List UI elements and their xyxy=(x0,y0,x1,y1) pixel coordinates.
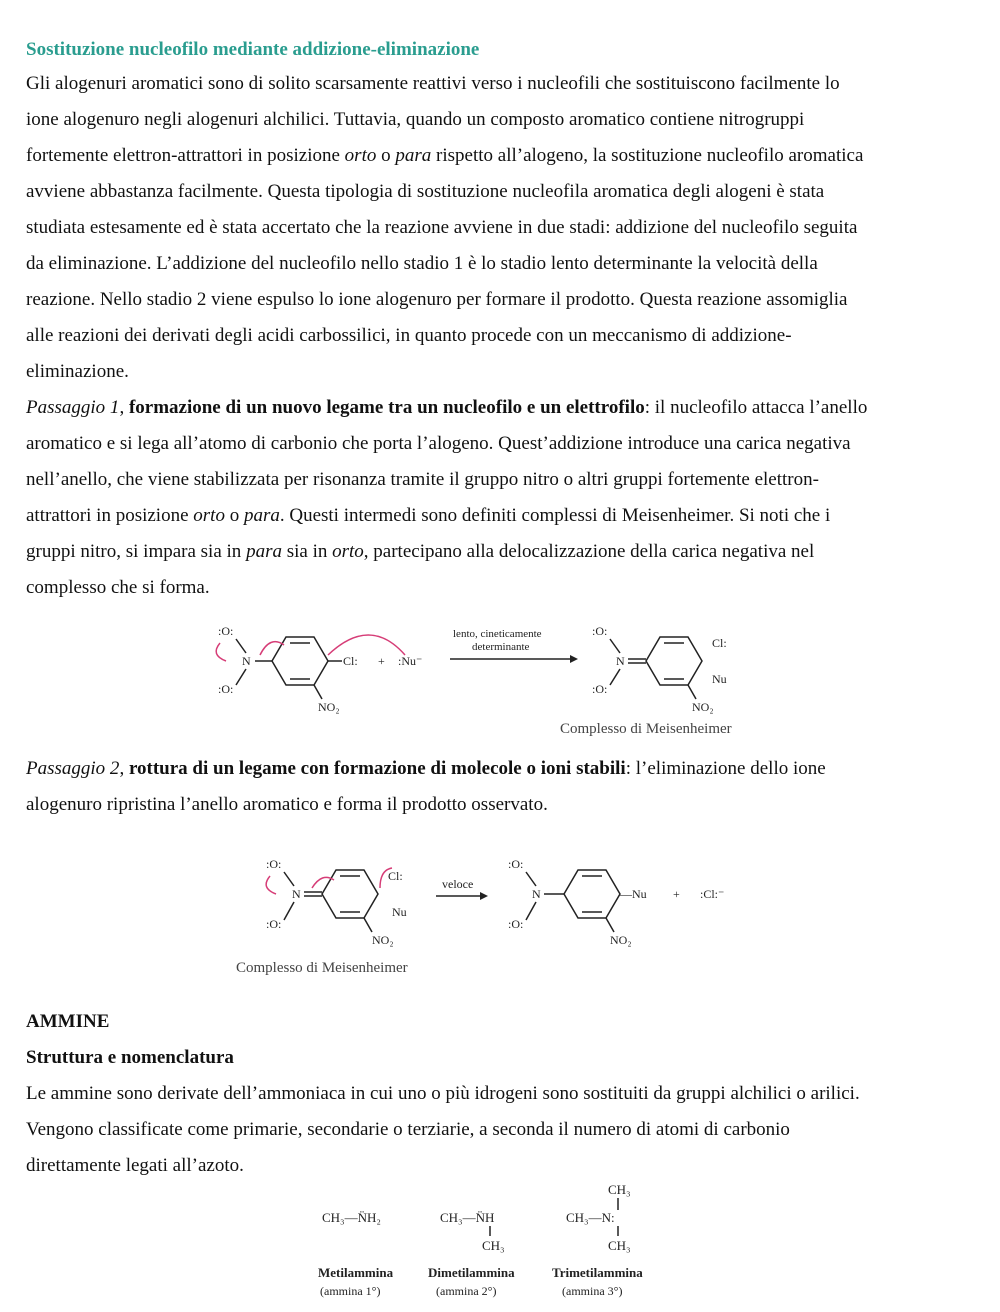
bond xyxy=(688,685,696,699)
chlorine-label: Cl: xyxy=(343,654,358,668)
nucleophile-label: —Nu xyxy=(620,887,647,901)
section-title: AMMINE xyxy=(26,1011,110,1032)
bond xyxy=(526,872,536,886)
ring xyxy=(646,637,702,685)
dimethylamine-formula: CH₃—N̈H xyxy=(440,1210,495,1225)
bond xyxy=(606,918,614,932)
nitro-nitrogen: N xyxy=(292,887,301,901)
nitro-oxygen-top: :O: xyxy=(218,624,234,638)
benzene-ring xyxy=(564,870,620,918)
chlorine-label: Cl: xyxy=(388,869,403,883)
bond xyxy=(236,669,246,685)
nitro-group-label: NO₂ xyxy=(610,933,632,947)
paragraph-line: Le ammine sono derivate dell’ammoniaca in cui uno o più idrogeni sono sostituiti da gruppi alchilici o arilici. xyxy=(26,1083,860,1104)
arrowhead xyxy=(480,892,488,900)
methylamine-name: Metilammina xyxy=(318,1265,394,1280)
step1-line: aromatico e si lega all’atomo di carbonio che porta l’alogeno. Quest’addizione introduce una carica negativa xyxy=(26,433,851,454)
nitro-oxygen-bottom: :O: xyxy=(266,917,282,931)
chlorine-label: Cl: xyxy=(712,636,727,650)
bond xyxy=(364,918,372,932)
figure-caption: Complesso di Meisenheimer xyxy=(560,721,732,737)
bond xyxy=(236,639,246,653)
benzene-ring xyxy=(272,637,328,685)
paragraph-line: Gli alogenuri aromatici sono di solito scarsamente reattivi verso i nucleofili che sostituiscono facilmente lo xyxy=(26,73,840,94)
step2-block xyxy=(26,751,971,823)
bond xyxy=(314,685,322,699)
arrow-label: lento, cineticamente xyxy=(453,628,542,640)
step2-line: alogenuro ripristina l’anello aromatico e forma il prodotto osservato. xyxy=(26,794,548,815)
nitro-group-label: NO₂ xyxy=(318,700,340,714)
arrow-label: determinante xyxy=(472,641,530,653)
step1-line: nell’anello, che viene stabilizzata per risonanza tramite il gruppo nitro o altri gruppi fortemente elettron- xyxy=(26,469,819,490)
bond xyxy=(526,902,536,920)
nitro-oxygen-top: :O: xyxy=(266,857,282,871)
methylamine-class: (ammina 1°) xyxy=(320,1284,381,1298)
amines-section xyxy=(26,1004,971,1184)
nitro-nitrogen: N xyxy=(616,654,625,668)
chloride-ion-label: :Cl:⁻ xyxy=(700,887,725,901)
trimethylamine-substituent: CH₃ xyxy=(608,1238,631,1253)
section-subtitle: Struttura e nomenclatura xyxy=(26,1047,234,1068)
paragraph-line: eliminazione. xyxy=(26,361,129,382)
paragraph-line: da eliminazione. L’addizione del nucleofilo nello stadio 1 è lo stadio lento determinante la velocità della xyxy=(26,253,818,274)
reaction-step1-figure xyxy=(200,615,780,740)
document-page xyxy=(26,34,971,606)
arrow-label: veloce xyxy=(442,877,474,891)
paragraph-line: avviene abbastanza facilmente. Questa tipologia di sostituzione nucleofila aromatica degli alogeni è stata xyxy=(26,181,825,202)
bond xyxy=(284,902,294,920)
nitro-oxygen-top: :O: xyxy=(592,624,608,638)
bond xyxy=(610,669,620,685)
step1-line: gruppi nitro, si impara sia in para sia in orto, partecipano alla delocalizzazione della carica negativa nel xyxy=(26,541,815,562)
dimethylamine-name: Dimetilammina xyxy=(428,1265,515,1280)
trimethylamine-class: (ammina 3°) xyxy=(562,1284,623,1298)
nucleophile-label: :Nu⁻ xyxy=(398,654,423,668)
nitro-oxygen-bottom: :O: xyxy=(592,682,608,696)
bond xyxy=(284,872,294,886)
arrowhead xyxy=(570,655,578,663)
paragraph-line: studiata estesamente ed è stata accertato che la reazione avviene in due stadi: addizione del nucleofilo seguita xyxy=(26,217,858,238)
paragraph-line: fortemente elettron-attrattori in posizione orto o para rispetto all’alogeno, la sostituzione nucleofilo aromatica xyxy=(26,145,864,166)
nitro-oxygen-bottom: :O: xyxy=(218,682,234,696)
nitro-nitrogen: N xyxy=(532,887,541,901)
paragraph-line: reazione. Nello stadio 2 viene espulso lo ione alogenuro per formare il prodotto. Questa reazione assomiglia xyxy=(26,289,848,310)
nucleophile-label: Nu xyxy=(392,905,407,919)
figure-caption: Complesso di Meisenheimer xyxy=(236,960,408,976)
step1-line: attrattori in posizione orto o para. Questi intermedi sono definiti complessi di Meisenheimer. Si noti che i xyxy=(26,505,831,526)
plus-sign: + xyxy=(673,887,680,901)
bond xyxy=(610,639,620,653)
paragraph-line: ione alogenuro negli alogenuri alchilici. Tuttavia, quando un composto aromatico contiene nitrogruppi xyxy=(26,109,805,130)
plus-sign: + xyxy=(378,654,385,668)
curved-arrow xyxy=(266,876,276,894)
methylamine-formula: CH₃—N̈H₂ xyxy=(322,1210,381,1225)
curved-arrow xyxy=(216,643,226,661)
trimethylamine-formula: CH₃—N: xyxy=(566,1210,615,1225)
nucleophile-label: Nu xyxy=(712,672,727,686)
nitro-group-label: NO₂ xyxy=(692,700,714,714)
nitro-oxygen-top: :O: xyxy=(508,857,524,871)
nitro-group-label: NO₂ xyxy=(372,933,394,947)
paragraph-line: Vengono classificate come primarie, secondarie o terziarie, a seconda il numero di atomi di carbonio xyxy=(26,1119,790,1140)
curved-arrow xyxy=(260,642,284,655)
dimethylamine-class: (ammina 2°) xyxy=(436,1284,497,1298)
section-title: Sostituzione nucleofilo mediante addizione-eliminazione xyxy=(26,39,480,60)
curved-arrow xyxy=(312,877,334,888)
step2-line: Passaggio 2, rottura di un legame con formazione di molecole o ioni stabili: l’eliminazione dello ione xyxy=(26,758,826,779)
step1-line: complesso che si forma. xyxy=(26,577,210,598)
nitro-oxygen-bottom: :O: xyxy=(508,917,524,931)
paragraph-line: direttamente legati all’azoto. xyxy=(26,1155,244,1176)
paragraph-line: alle reazioni dei derivati degli acidi carbossilici, in quanto procede con un meccanismo di addizione- xyxy=(26,325,792,346)
amines-figure xyxy=(300,1178,680,1303)
trimethylamine-top-substituent: CH₃ xyxy=(608,1182,631,1197)
ring xyxy=(322,870,378,918)
dimethylamine-substituent: CH₃ xyxy=(482,1238,505,1253)
trimethylamine-name: Trimetilammina xyxy=(552,1265,643,1280)
curved-arrow xyxy=(328,635,405,655)
reaction-step2-figure xyxy=(230,848,750,978)
nitro-nitrogen: N xyxy=(242,654,251,668)
step1-line: Passaggio 1, formazione di un nuovo legame tra un nucleofilo e un elettrofilo: il nucleofilo attacca l’anello xyxy=(26,397,868,418)
